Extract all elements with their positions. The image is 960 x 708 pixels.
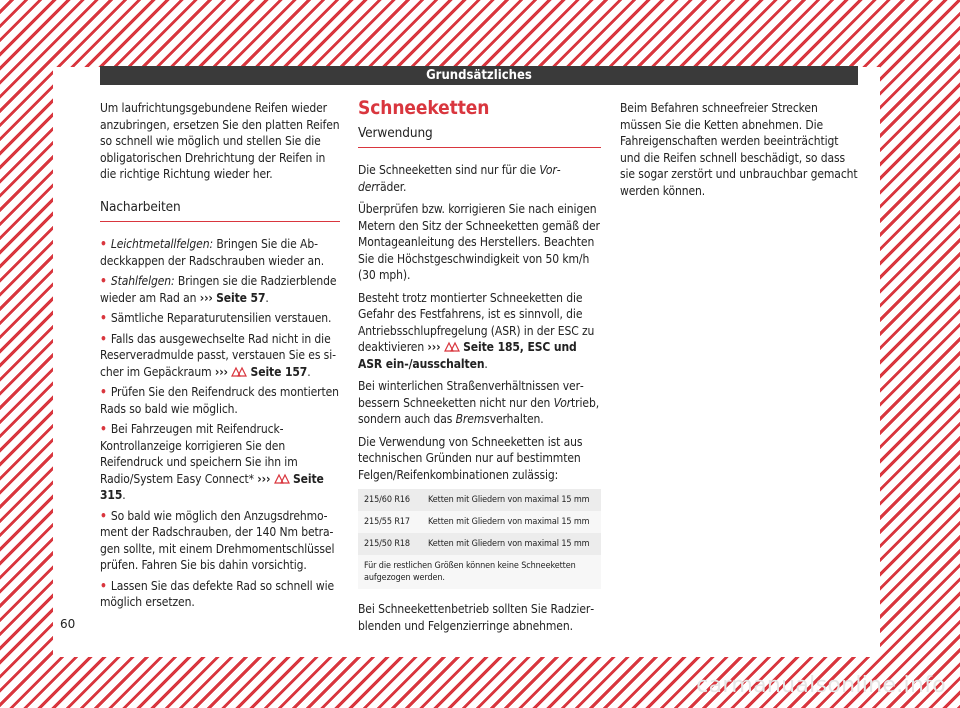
bullet-icon: • (100, 331, 107, 346)
bullet-icon: • (100, 508, 107, 523)
bullet-icon: • (100, 311, 107, 325)
table-cell-desc: Ketten mit Gliedern von maximal 15 mm (422, 533, 601, 555)
column-2 (358, 97, 601, 640)
column-3 (620, 100, 860, 205)
text: trieb, sondern auch das (358, 395, 600, 426)
page-header-title: Grundsätzliches (426, 68, 532, 83)
page-header (100, 66, 858, 85)
warning-triangle-icon (444, 341, 460, 352)
chevron-right-icon: ››› (257, 471, 271, 486)
chapter-title: Schneeketten (358, 97, 490, 119)
list-item: • Falls das ausgewechselte Rad nicht in die Reserveradmulde passt, verstauen Sie es sicher im Gepäckraum ››› Seite 157. (100, 331, 336, 379)
list-item (100, 578, 340, 611)
table-note: Für die restlichen Größen können keine Schneeketten aufgezogen werden. (358, 555, 601, 589)
chevron-right-icon: ››› (199, 290, 213, 305)
table-cell-desc: Ketten mit Gliedern von maximal 15 mm (422, 489, 601, 511)
list-item: • Stahlfelgen: Bringen sie die Radzierblende wieder am Rad an ››› Seite 57. (100, 274, 337, 305)
intro-paragraph: Um laufrichtungsgebundene Reifen wieder anzubringen, ersetzen Sie den platten Reifen so schnell wie möglich und stellen Sie die obligatorischen Drehrichtung der Reifen in die richtige Richtung wieder her. (100, 101, 340, 181)
text: verhalten. (489, 412, 544, 426)
bullet-icon: • (100, 385, 107, 399)
bullet-italic: Stahlfelgen: (110, 274, 175, 288)
xref-link[interactable]: Seite 315 (100, 471, 324, 502)
xref-link[interactable]: Seite 157 (250, 364, 308, 379)
chevron-right-icon: ››› (214, 364, 228, 379)
bullet-icon: • (100, 237, 107, 251)
chain-table (358, 489, 601, 589)
bullet-icon: • (100, 422, 107, 436)
table-cell-desc: Ketten mit Gliedern von maximal 15 mm (422, 511, 601, 533)
bullet-text: Falls das ausgewechselte Rad nicht in die Reserveradmulde passt, verstauen Sie es sicher im Gepäckraum (100, 331, 336, 379)
bullet-text: So bald wie möglich den Anzugsdrehmoment der Radschrauben, der 140 Nm betragen sollte, mit einem Drehmomentschlüssel prüfen. Fahren Sie bis dahin vorsichtig. (100, 508, 335, 572)
paragraph: Bei Schneekettenbetrieb sollten Sie Radzierblenden und Felgenzierringe abnehmen. (358, 602, 595, 633)
table-cell-size: 215/50 R18 (358, 533, 422, 555)
xref-link[interactable]: Seite 185, ESC und ASR ein-/ausschalten (358, 340, 577, 371)
italic-text: Vorder (358, 163, 561, 194)
list-item (100, 508, 340, 574)
table-row (358, 511, 601, 533)
section-title-nacharbeiten: Nacharbeiten (100, 199, 340, 223)
list-item (100, 384, 340, 417)
section-title-verwendung: Verwendung (358, 125, 601, 149)
bullet-icon: • (100, 578, 107, 593)
xref-link[interactable]: Seite 57 (216, 290, 266, 305)
paragraph (358, 162, 601, 195)
italic-text: Vor (553, 395, 572, 410)
table-row (358, 533, 601, 555)
paragraph: Beim Befahren schneefreier Strecken müssen Sie die Ketten abnehmen. Die Fahreigenschaften werden beeinträchtigt und die Reifen schnell beschädigt, so dass sie sogar zerstört und unbrauchbar gemacht werden können. (620, 101, 858, 198)
list-item (100, 310, 340, 327)
column-1 (100, 100, 340, 615)
bullet-icon: • (100, 274, 107, 288)
page-number: 60 (60, 617, 76, 631)
table-cell-size: 215/55 R17 (358, 511, 422, 533)
watermark: carmanualsonline.info (696, 673, 946, 698)
italic-text: Brems (455, 412, 490, 426)
list-item: • Bei Fahrzeugen mit Reifendruck-Kontrollanzeige korrigieren Sie den Reifendruck und speichern Sie ihn im Radio/System Easy Connect* ››› Seite 315. (100, 422, 324, 502)
table-row (358, 489, 601, 511)
paragraph: Überprüfen bzw. korrigieren Sie nach einigen Metern den Sitz der Schneeketten gemäß der Montageanleitung des Herstellers. Beachten Sie die Höchstgeschwindigkeit von 50 km/h (30 mph). (358, 202, 600, 282)
bullet-text: Prüfen Sie den Reifendruck des montierten Rads so bald wie möglich. (100, 385, 339, 416)
text: Bei winterlichen Straßenverhältnissen verbessern Schneeketten nicht nur den (358, 379, 584, 410)
table-row (358, 555, 601, 589)
table-cell-size: 215/60 R16 (358, 489, 422, 511)
bullet-text: Bei Fahrzeugen mit Reifendruck-Kontrollanzeige korrigieren Sie den Reifendruck und speichern Sie ihn im Radio/System Easy Connect* (100, 422, 298, 486)
warning-triangle-icon (274, 473, 290, 484)
list-item (100, 236, 340, 269)
chevron-right-icon: ››› (427, 340, 441, 354)
text: Besteht trotz montierter Schneeketten die Gefahr des Festfahrens, ist es sinnvoll, die Antriebsschlupfregelung (ASR) in der ESC zu deaktivieren (358, 290, 595, 354)
bullet-italic: Leichtmetallfelgen: (110, 237, 214, 251)
text: räder. (375, 179, 407, 194)
bullet-text: Lassen Sie das defekte Rad so schnell wie möglich ersetzen. (100, 578, 335, 609)
warning-triangle-icon (231, 366, 247, 377)
text: Die Schneeketten sind nur für die (358, 163, 540, 177)
paragraph (358, 378, 601, 428)
paragraph: Die Verwendung von Schneeketten ist aus technischen Gründen nur auf bestimmten Felgen/Reifenkombinationen zulässig: (358, 434, 583, 482)
bullet-text: Sämtliche Reparaturutensilien verstauen. (110, 311, 332, 325)
paragraph: Besteht trotz montierter Schneeketten die Gefahr des Festfahrens, ist es sinnvoll, die Antriebsschlupfregelung (ASR) in der ESC zu deaktivieren ››› Seite 185, ESC und ASR ein-/ausschalten. (358, 290, 595, 371)
bullet-text: Bringen Sie die Abdeckkappen der Radschrauben wieder an. (100, 237, 325, 268)
bullet-text: Bringen sie die Radzierblende wieder am Rad an (100, 274, 337, 305)
